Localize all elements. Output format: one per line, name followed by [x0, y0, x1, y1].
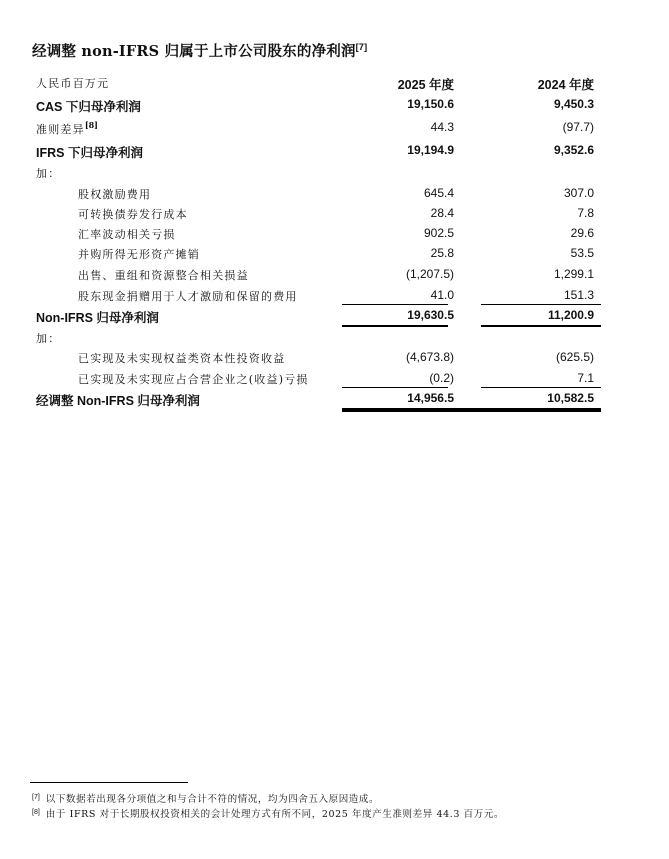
value-2025: 28.4 [430, 206, 454, 220]
row-label: 股东现金捐赠用于人才激励和保留的费用 [78, 290, 298, 303]
value-2025: 19,150.6 [407, 97, 454, 111]
subtotal-rule-col1 [342, 387, 448, 388]
value-2024: 29.6 [570, 226, 594, 240]
table-row [0, 371, 669, 391]
value-2024: (625.5) [555, 350, 594, 364]
value-2025: 44.3 [430, 120, 454, 134]
total-rule-col2 [481, 325, 601, 327]
title-text: 经调整 non-IFRS 归属于上市公司股东的净利润 [32, 43, 356, 60]
value-2024: 7.1 [577, 371, 594, 385]
column-header-2024: 2024 年度 [537, 78, 594, 92]
row-label: 经调整 Non-IFRS 归母净利润 [36, 394, 200, 408]
table-row [0, 165, 669, 185]
subtotal-rule-col2 [481, 387, 601, 388]
value-2025: 14,956.5 [407, 391, 454, 405]
row-label: 股权激励费用 [78, 188, 152, 201]
value-2024: 10,582.5 [547, 391, 594, 405]
value-2024: 9,450.3 [553, 97, 594, 111]
footnote-divider [30, 782, 188, 783]
value-2025: 902.5 [423, 226, 454, 240]
table-row [0, 120, 669, 140]
value-2024: 1,299.1 [553, 267, 594, 281]
row-label [36, 120, 98, 137]
footnote-marker: [8] [32, 809, 40, 816]
value-2024: 7.8 [577, 206, 594, 220]
footnote-marker: [7] [32, 794, 40, 801]
row-label: CAS 下归母净利润 [36, 100, 141, 114]
footnote-ref: [8] [84, 120, 98, 130]
row-label-text: 准则差异 [36, 123, 85, 136]
grand-total-rule [342, 408, 601, 412]
subtotal-rule-col2 [481, 304, 601, 305]
row-label: 并购所得无形资产摊销 [78, 248, 200, 261]
row-label: Non-IFRS 归母净利润 [36, 311, 159, 325]
table-row [0, 226, 669, 246]
row-label: 加： [36, 332, 61, 345]
table-row [0, 350, 669, 370]
header-row [0, 75, 669, 95]
value-2024: 9,352.6 [553, 143, 594, 157]
value-2025: 41.0 [430, 288, 454, 302]
value-2025: (1,207.5) [405, 267, 454, 281]
row-label: 已实现及未实现应占合营企业之(收益)亏损 [78, 373, 309, 386]
footnote-text: 由于 IFRS 对于长期股权投资相关的会计处理方式有所不同，2025 年度产生准则差异 44.3 百万元。 [45, 809, 505, 820]
value-2024: 53.5 [570, 246, 594, 260]
row-label: IFRS 下归母净利润 [36, 146, 143, 160]
table-row [0, 267, 669, 287]
row-label: 汇率波动相关亏损 [78, 228, 176, 241]
value-2024: 307.0 [563, 186, 594, 200]
value-2025: 25.8 [430, 246, 454, 260]
row-label: 加： [36, 167, 61, 180]
table-row [0, 97, 669, 117]
value-2024: (97.7) [562, 120, 594, 134]
total-rule-col1 [342, 325, 448, 327]
table-row [0, 206, 669, 226]
table-row [0, 330, 669, 350]
column-header-2025: 2025 年度 [397, 78, 454, 92]
row-label: 出售、重组和资源整合相关损益 [78, 269, 249, 282]
row-label: 可转换债券发行成本 [78, 208, 188, 221]
subtotal-rule-col1 [342, 304, 448, 305]
table-row [0, 288, 669, 308]
value-2025: 645.4 [423, 186, 454, 200]
table-row [0, 246, 669, 266]
table-row [0, 143, 669, 163]
unit-label: 人民币百万元 [36, 77, 110, 90]
value-2025: (0.2) [429, 371, 454, 385]
value-2024: 151.3 [563, 288, 594, 302]
value-2025: 19,194.9 [407, 143, 454, 157]
title-footnote-ref: [7] [355, 42, 368, 52]
row-label: 已实现及未实现权益类资本性投资收益 [78, 352, 286, 365]
value-2025: 19,630.5 [407, 308, 454, 322]
table-row [0, 186, 669, 206]
footnote-8 [32, 806, 504, 820]
table-title [32, 40, 367, 61]
footnote-text: 以下数据若出现各分项值之和与合计不符的情况，均为四舍五入原因造成。 [45, 794, 380, 805]
value-2025: (4,673.8) [405, 350, 454, 364]
value-2024: 11,200.9 [547, 308, 594, 322]
footnote-7 [32, 791, 379, 805]
